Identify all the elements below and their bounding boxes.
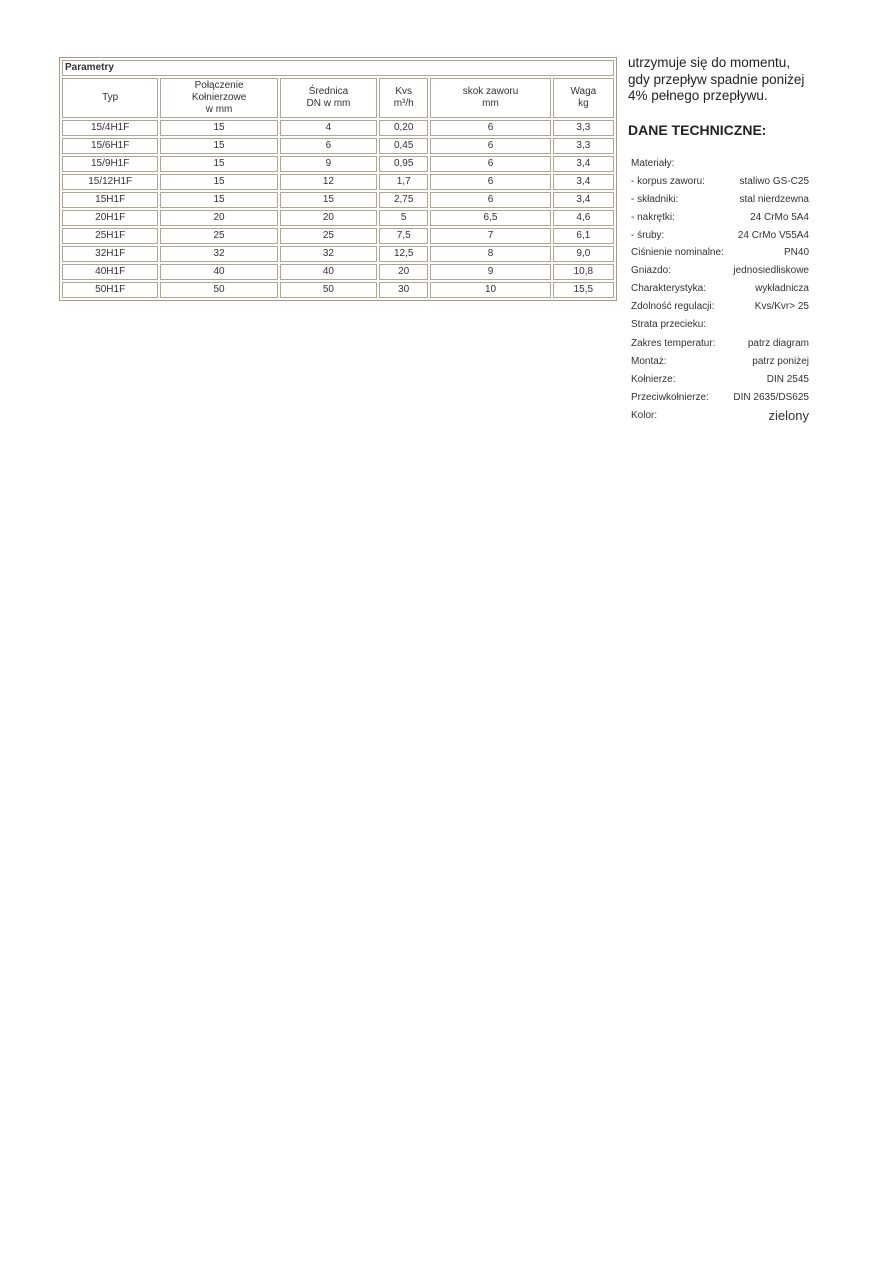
table-cell: 20	[160, 210, 277, 226]
spec-value: 24 CrMo 5A4	[750, 212, 809, 223]
table-row	[62, 228, 614, 244]
spec-label: Materiały:	[631, 158, 675, 169]
table-cell: 50	[160, 282, 277, 298]
spec-row	[631, 374, 809, 388]
spec-value: jednosiedliskowe	[733, 265, 809, 276]
spec-row	[631, 247, 809, 261]
table-cell: 6,5	[430, 210, 550, 226]
table-row	[62, 138, 614, 154]
spec-row	[631, 158, 809, 172]
table-cell: 8	[430, 246, 550, 262]
spec-row	[631, 230, 809, 244]
table-title: Parametry	[62, 60, 614, 76]
table-cell: 15/4H1F	[62, 120, 158, 136]
table-cell: 9	[430, 264, 550, 280]
spec-label: Kołnierze:	[631, 374, 676, 385]
spec-row	[631, 194, 809, 208]
spec-value: 24 CrMo V55A4	[737, 230, 809, 241]
intro-line: gdy przepływ spadnie poniżej	[628, 71, 805, 87]
table-cell: 3,4	[553, 174, 614, 190]
table-cell: 30	[379, 282, 428, 298]
spec-label: Charakterystyka:	[631, 283, 707, 294]
spec-value: patrz diagram	[747, 338, 809, 349]
column-header-line: w mm	[205, 104, 233, 115]
column-header-line: Połączenie	[194, 80, 244, 91]
spec-row	[631, 410, 809, 424]
table-cell: 3,3	[553, 120, 614, 136]
intro-line: utrzymuje się do momentu,	[628, 55, 791, 70]
table-cell: 6	[430, 192, 550, 208]
table-cell: 25H1F	[62, 228, 158, 244]
column-header-line: m³/h	[393, 98, 414, 109]
column-header-line: skok zaworu	[462, 86, 519, 97]
spec-row	[631, 356, 809, 370]
table-cell: 7	[430, 228, 550, 244]
table-cell: 25	[160, 228, 277, 244]
spec-value: Kvs/Kvr> 25	[754, 301, 809, 312]
spec-value: zielony	[768, 408, 809, 423]
table-cell: 2,75	[379, 192, 428, 208]
table-row	[62, 192, 614, 208]
spec-value: wykładnicza	[755, 283, 809, 294]
table-cell: 6	[430, 156, 550, 172]
table-cell: 1,7	[379, 174, 428, 190]
spec-row	[631, 176, 809, 190]
spec-value: PN40	[783, 247, 809, 258]
table-cell: 0,20	[379, 120, 428, 136]
spec-label: Ciśnienie nominalne:	[631, 247, 724, 258]
parameters-table	[59, 57, 617, 301]
column-header-line: Kvs	[395, 86, 413, 97]
table-cell: 40H1F	[62, 264, 158, 280]
table-cell: 3,4	[553, 156, 614, 172]
table-cell: 5	[379, 210, 428, 226]
table-row	[62, 120, 614, 136]
table-cell: 3,4	[553, 192, 614, 208]
table-cell: 15,5	[553, 282, 614, 298]
table-cell: 9,0	[553, 246, 614, 262]
column-header-line: Kołnierzowe	[191, 92, 247, 103]
table-cell: 4,6	[553, 210, 614, 226]
spec-label: - składniki:	[631, 194, 679, 205]
spec-label: Strata przecieku:	[631, 319, 707, 330]
spec-label: Przeciwkołnierze:	[631, 392, 709, 403]
spec-row	[631, 319, 809, 333]
intro-text	[628, 55, 868, 105]
table-cell: 9	[280, 156, 377, 172]
table-cell: 15	[160, 192, 277, 208]
column-header	[160, 78, 277, 118]
table-cell: 12,5	[379, 246, 428, 262]
table-cell: 32	[160, 246, 277, 262]
table-cell: 12	[280, 174, 377, 190]
spec-label: Kolor:	[631, 410, 658, 421]
spec-value: staliwo GS-C25	[739, 176, 809, 187]
column-header-line: mm	[482, 98, 499, 109]
table-cell: 15	[280, 192, 377, 208]
table-cell: 7,5	[379, 228, 428, 244]
spec-row	[631, 283, 809, 297]
column-header-line: DN w mm	[306, 98, 351, 109]
column-header	[553, 78, 614, 118]
spec-row	[631, 301, 809, 315]
table-cell: 15	[160, 120, 277, 136]
table-header-row	[62, 78, 614, 118]
table-cell: 40	[160, 264, 277, 280]
table-cell: 15	[160, 138, 277, 154]
table-cell: 20	[379, 264, 428, 280]
table-cell: 15/9H1F	[62, 156, 158, 172]
spec-value: DIN 2545	[766, 374, 809, 385]
table-cell: 6	[280, 138, 377, 154]
spec-label: Zakres temperatur:	[631, 338, 716, 349]
spec-row	[631, 265, 809, 279]
table-cell: 4	[280, 120, 377, 136]
table-cell: 20H1F	[62, 210, 158, 226]
table-row	[62, 174, 614, 190]
column-header	[430, 78, 550, 118]
table-row	[62, 210, 614, 226]
table-cell: 15/12H1F	[62, 174, 158, 190]
table-cell: 20	[280, 210, 377, 226]
section-title: DANE TECHNICZNE:	[628, 122, 767, 138]
table-row	[62, 264, 614, 280]
table-cell: 25	[280, 228, 377, 244]
table-cell: 6,1	[553, 228, 614, 244]
column-header-line: Średnica	[308, 86, 349, 97]
column-header	[62, 78, 158, 118]
column-header-line: Waga	[570, 86, 597, 97]
table-cell: 10	[430, 282, 550, 298]
spec-value: stal nierdzewna	[739, 194, 809, 205]
table-row	[62, 156, 614, 172]
table-cell: 15	[160, 156, 277, 172]
spec-row	[631, 392, 809, 406]
table-cell: 6	[430, 138, 550, 154]
spec-label: Zdolność regulacji:	[631, 301, 715, 312]
column-header-line: Typ	[102, 92, 119, 103]
table-cell: 32	[280, 246, 377, 262]
table-cell: 6	[430, 120, 550, 136]
column-header-line: kg	[578, 98, 589, 109]
spec-label: Montaż:	[631, 356, 667, 367]
table-cell: 10,8	[553, 264, 614, 280]
spec-label: - nakrętki:	[631, 212, 675, 223]
intro-line: 4% pełnego przepływu.	[628, 88, 768, 103]
table-cell: 6	[430, 174, 550, 190]
table-cell: 15	[160, 174, 277, 190]
spec-value: DIN 2635/DS625	[733, 392, 809, 403]
table-cell: 0,95	[379, 156, 428, 172]
table-cell: 0,45	[379, 138, 428, 154]
table-cell: 15/6H1F	[62, 138, 158, 154]
table-cell: 32H1F	[62, 246, 158, 262]
table-cell: 40	[280, 264, 377, 280]
spec-row	[631, 212, 809, 226]
column-header	[379, 78, 428, 118]
table-cell: 50	[280, 282, 377, 298]
spec-label: - korpus zaworu:	[631, 176, 705, 187]
spec-row	[631, 338, 809, 352]
table-cell: 50H1F	[62, 282, 158, 298]
table-cell: 15H1F	[62, 192, 158, 208]
spec-value: patrz poniżej	[752, 356, 809, 367]
spec-label: - śruby:	[631, 230, 665, 241]
table-cell: 3,3	[553, 138, 614, 154]
table-row	[62, 282, 614, 298]
column-header	[280, 78, 377, 118]
spec-label: Gniazdo:	[631, 265, 672, 276]
table-row	[62, 246, 614, 262]
